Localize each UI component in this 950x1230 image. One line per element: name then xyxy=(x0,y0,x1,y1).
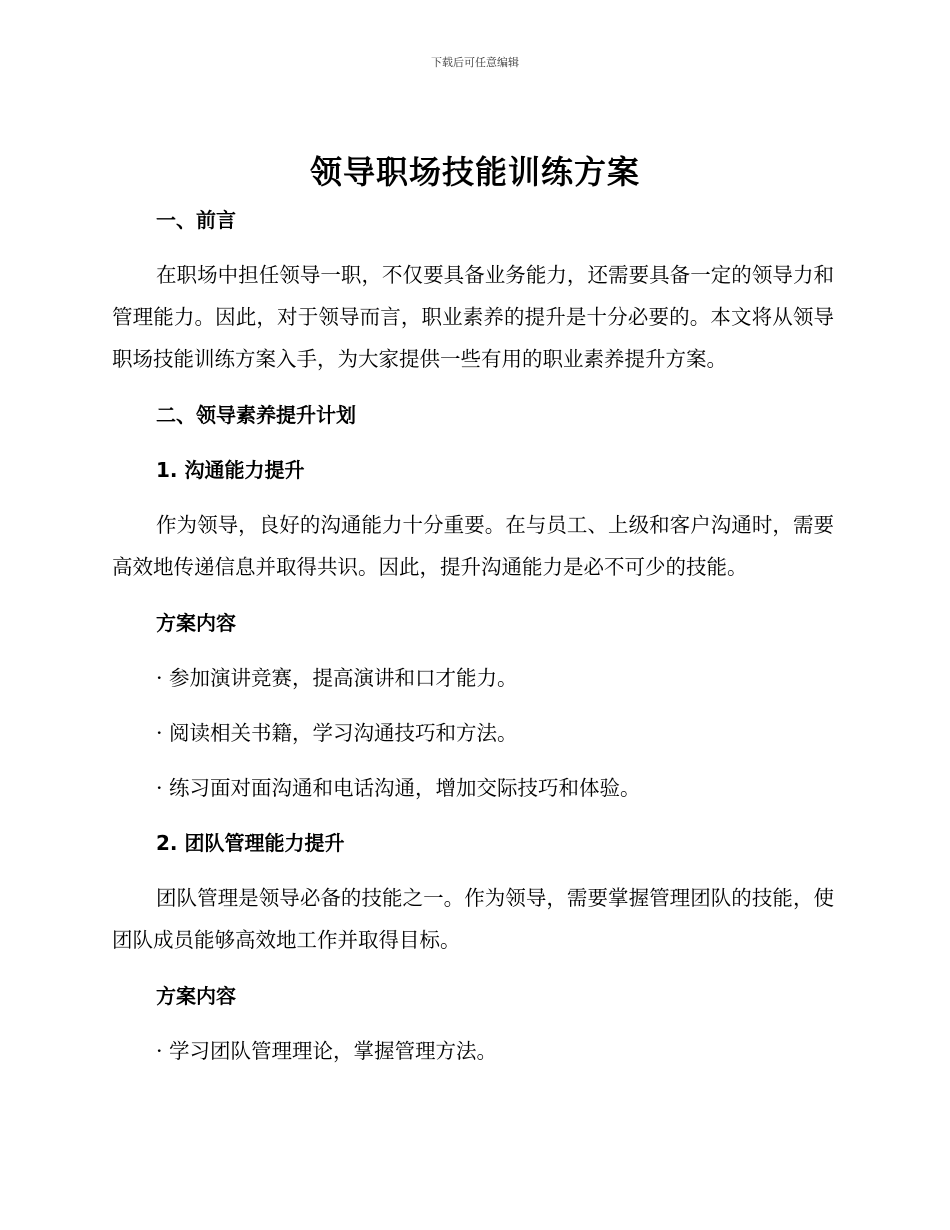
communication-bullet-1: · 参加演讲竞赛，提高演讲和口才能力。 xyxy=(156,666,518,690)
header-note: 下载后可任意编辑 xyxy=(431,56,519,69)
document-title: 领导职场技能训练方案 xyxy=(309,153,640,191)
communication-paragraph: 作为领导，良好的沟通能力十分重要。在与员工、上级和客户沟通时，需要高效地传递信息并取得共识。因此，提升沟通能力是必不可少的技能。 xyxy=(112,513,834,579)
subsection-heading-team: 2. 团队管理能力提升 xyxy=(156,831,345,855)
communication-bullet-2: · 阅读相关书籍，学习沟通技巧和方法。 xyxy=(156,721,518,745)
team-paragraph: 团队管理是领导必备的技能之一。作为领导，需要掌握管理团队的技能，使团队成员能够高效地工作并取得目标。 xyxy=(112,886,834,952)
communication-bullet-3: · 练习面对面沟通和电话沟通，增加交际技巧和体验。 xyxy=(156,776,641,800)
document-body xyxy=(112,200,834,1071)
team-plan-heading: 方案内容 xyxy=(156,984,236,1008)
team-bullet-1: · 学习团队管理理论，掌握管理方法。 xyxy=(156,1039,498,1063)
communication-plan-heading: 方案内容 xyxy=(156,611,236,635)
subsection-heading-communication: 1. 沟通能力提升 xyxy=(156,458,305,482)
section-heading-intro: 一、前言 xyxy=(156,208,236,232)
intro-paragraph: 在职场中担任领导一职，不仅要具备业务能力，还需要具备一定的领导力和管理能力。因此，对于领导而言，职业素养的提升是十分必要的。本文将从领导职场技能训练方案入手，为大家提供一些有用的职业素养提升方案。 xyxy=(112,263,834,371)
section-heading-plan: 二、领导素养提升计划 xyxy=(156,403,356,427)
